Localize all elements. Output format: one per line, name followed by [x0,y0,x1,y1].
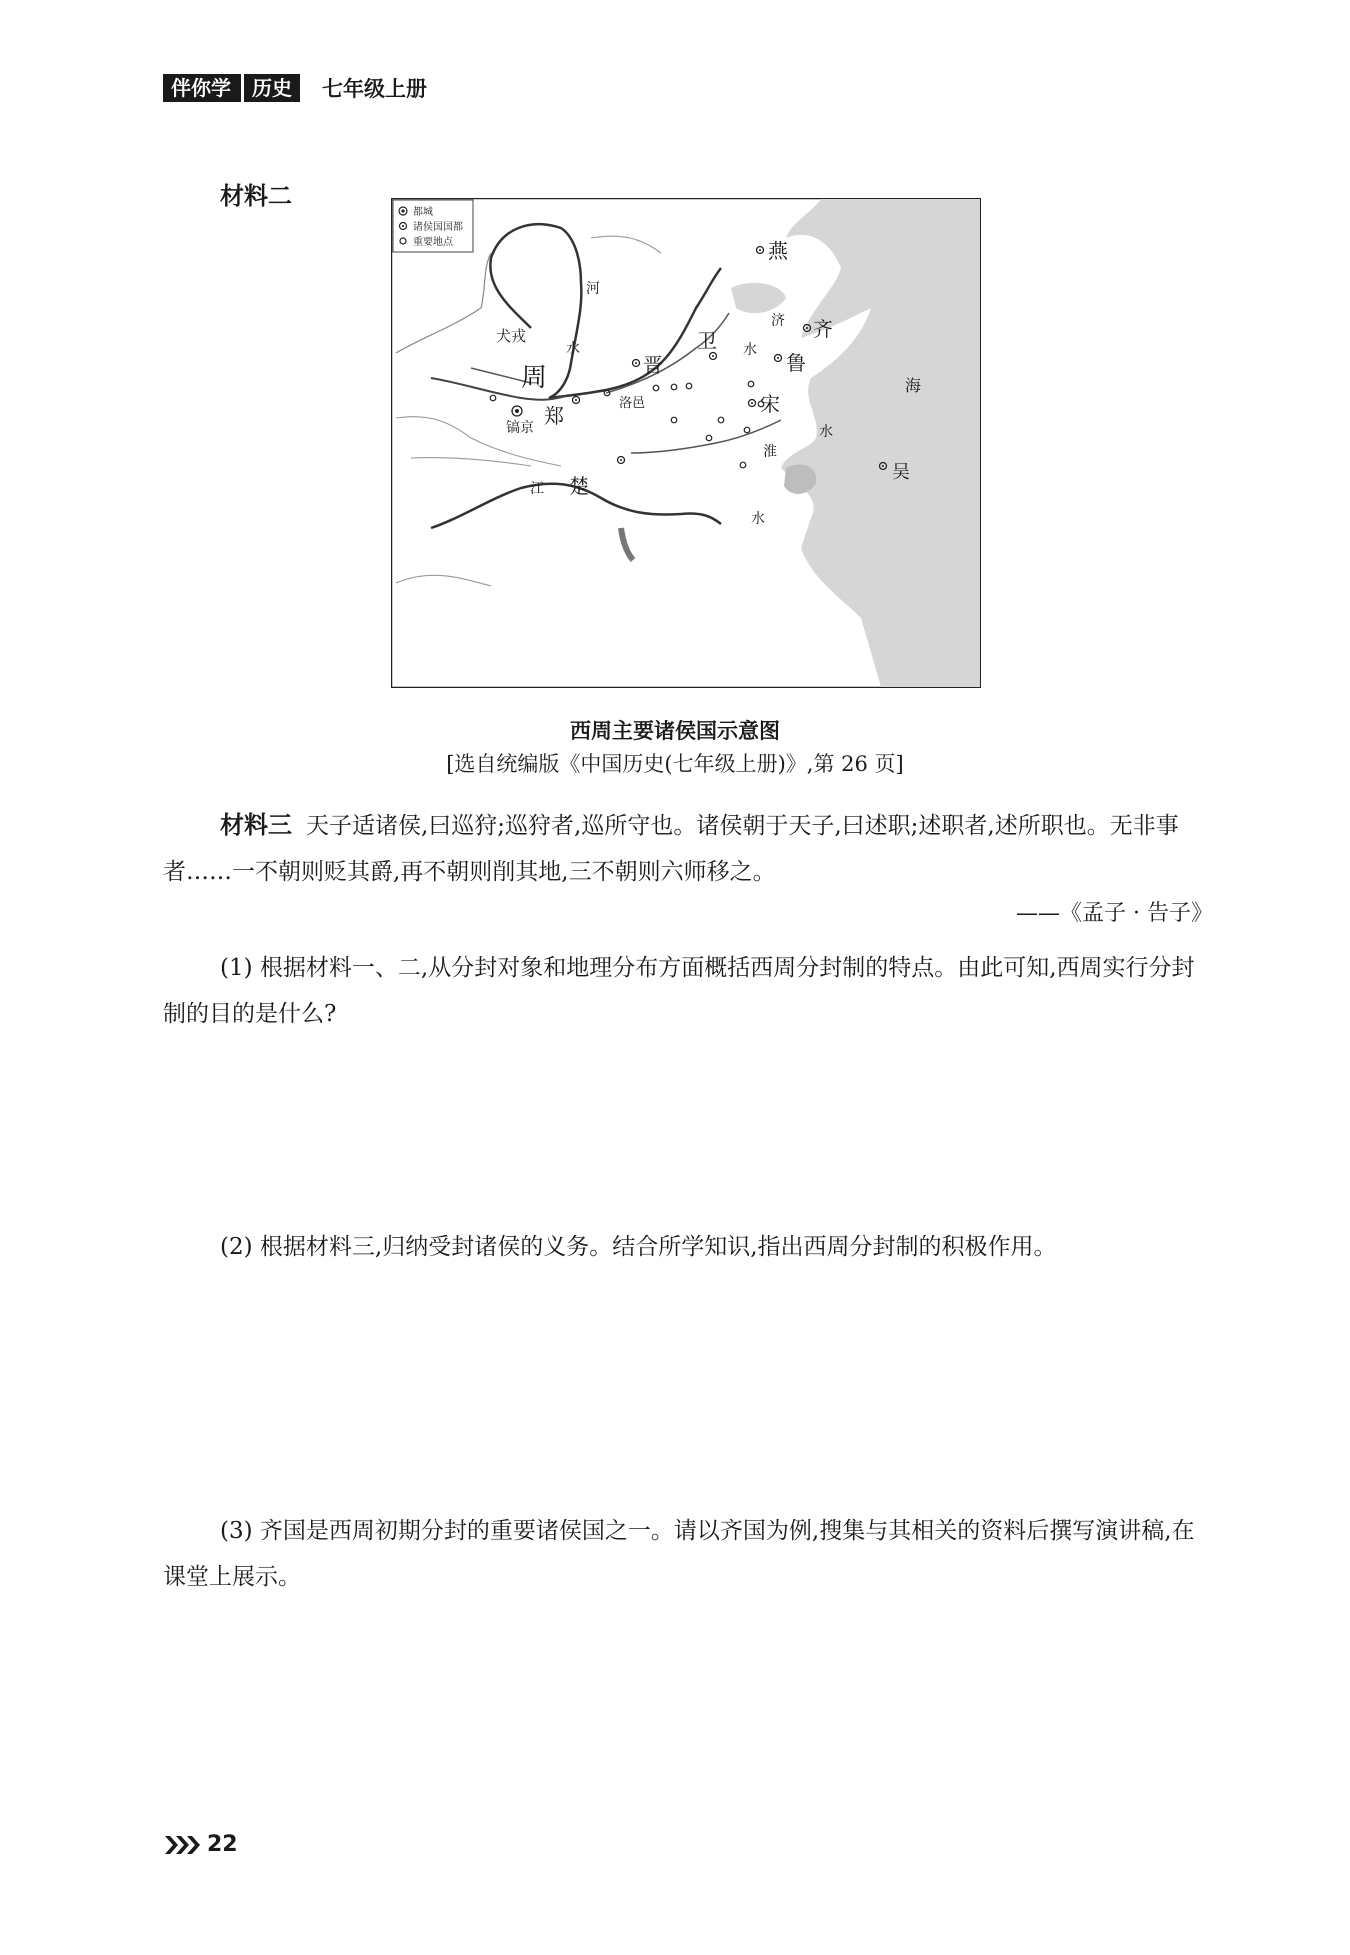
label-zheng: 郑 [544,404,564,428]
label-zhou: 周 [521,363,548,393]
question-3: (3) 齐国是西周初期分封的重要诸侯国之一。请以齐国为例,搜集与其相关的资料后撰写演讲稿,在课堂上展示。 [163,1518,1195,1590]
label-yan: 燕 [768,239,788,263]
material-three-text: 天子适诸侯,曰巡狩;巡狩者,巡所守也。诸侯朝于天子,曰述职;述职者,述所职也。无非事者……一不朝则贬其爵,再不朝则削其地,三不朝则六师移之。 [163,813,1179,885]
map-source: [选自统编版《中国历史(七年级上册)》,第 26 页] [446,752,904,776]
label-quanrong: 犬戎 [496,327,527,345]
question-1: (1) 根据材料一、二,从分封对象和地理分布方面概括西周分封制的特点。由此可知,西周实行分封制的目的是什么? [163,955,1195,1027]
label-shui1: 水 [566,341,580,357]
map-title: 西周主要诸侯国示意图 [570,719,780,743]
material-three-citation: ——《孟子 · 告子》 [1016,901,1213,926]
label-he: 河 [586,281,600,297]
page-number-value: 22 [207,1832,238,1857]
page-number [163,1832,238,1857]
label-huai: 淮 [763,444,777,460]
book-series-badge [163,74,300,102]
grade-label: 七年级上册 [322,76,427,101]
label-chu: 楚 [569,474,589,498]
label-shui4: 水 [751,511,765,527]
legend-capital: 都城 [413,207,433,218]
material-three-label: 材料三 [220,811,292,839]
legend-important-site: 重要地点 [413,237,453,248]
label-haojing: 镐京 [506,420,534,436]
material-two-label: 材料二 [220,182,292,210]
question-2: (2) 根据材料三,归纳受封诸侯的义务。结合所学知识,指出西周分封制的积极作用。 [220,1234,1057,1260]
label-song: 宋 [760,392,780,416]
label-qi: 齐 [813,317,833,341]
label-wu: 吴 [892,462,910,483]
legend-state-capital: 诸侯国国都 [413,222,463,233]
label-hai: 海 [905,376,922,395]
label-luoyi: 洛邑 [619,396,646,411]
label-wei: 卫 [697,329,717,353]
label-jiang: 江 [530,481,544,497]
subject-name: 历史 [244,74,300,102]
chevrons-icon [163,1834,203,1856]
label-ji: 济 [771,313,785,329]
western-zhou-map [391,198,981,688]
label-lu: 鲁 [786,351,806,375]
label-jin: 晋 [643,353,663,377]
label-shui3: 水 [819,424,833,440]
series-name: 伴你学 [163,74,241,102]
label-shui2: 水 [743,342,757,358]
material-three [163,802,1213,895]
page-header [163,74,427,102]
